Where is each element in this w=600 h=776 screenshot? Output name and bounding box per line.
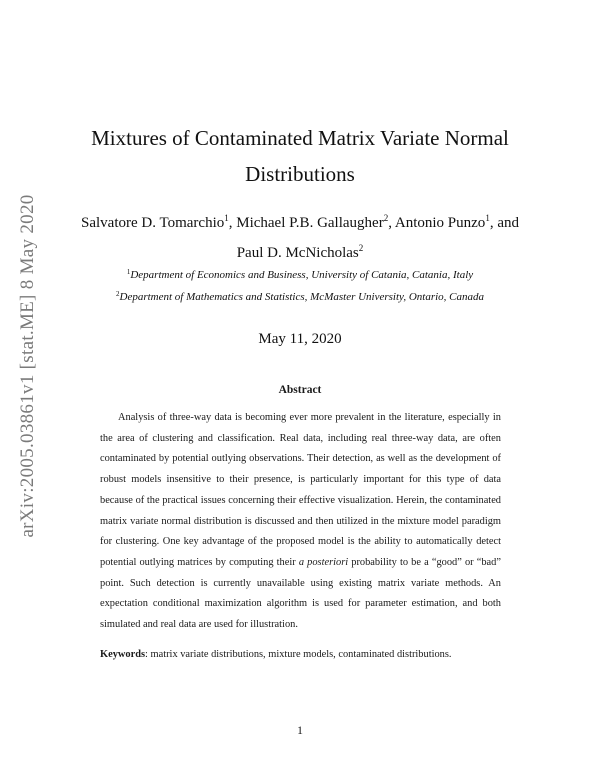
affiliation-1 bbox=[60, 268, 540, 281]
keywords-line bbox=[100, 649, 510, 660]
author-line-1: Salvatore D. Tomarchio$^1$, Michael P.B. Gallaugher$^2$, Antonio Punzo$^1$, and bbox=[81, 213, 519, 231]
affiliation-2 bbox=[60, 290, 540, 303]
author-affiliation-mark: 2 bbox=[358, 243, 364, 253]
author-line-2 bbox=[60, 236, 540, 266]
author-affiliation-mark: 1 bbox=[485, 213, 490, 223]
affiliation-text: Department of Economics and Business, University of Catania, Catania, Italy bbox=[130, 269, 474, 281]
affiliation-text: Department of Mathematics and Statistics, McMaster University, Ontario, Canada bbox=[119, 291, 484, 303]
author-name: Michael P.B. Gallaugher bbox=[236, 215, 384, 231]
abstract-heading: Abstract bbox=[278, 384, 322, 396]
author-affiliation-mark: 2 bbox=[383, 213, 389, 223]
arxiv-identifier-stamp: arXiv:2005.03861v1 [stat.ME] 8 May 2020 bbox=[17, 194, 38, 538]
author-name: Antonio Punzo bbox=[394, 215, 486, 231]
author-name: Paul D. McNicholas bbox=[236, 245, 359, 261]
title-line-2: Distributions bbox=[245, 162, 355, 186]
affiliation-mark: 2 bbox=[116, 290, 120, 298]
abstract-text: Analysis of three-way data is becoming ever more prevalent in the literature, especially in the area of clustering and classification. Real data, including real three-way data, are often contaminated by potential outlying observations. Their detection, as well as the development of robust models insensitive to their presence, is particularly important for this type of data because of the practical issues concerning their effective visualization. Herein, the contaminated matrix variate normal distribution is discussed and then utilized in the mixture model paradigm for clustering. One key advantage of the proposed model is the ability to automatically detect potential outlying matrices by computing their a posteriori probability to be a “good” or “bad” point. Such detection is currently unavailable using existing matrix variate methods. An expectation conditional maximization algorithm is used for parameter estimation, and both simulated and real data are used for illustration. bbox=[100, 412, 501, 631]
keywords-text: : matrix variate distributions, mixture models, contaminated distributions. bbox=[145, 649, 452, 660]
publication-date: May 11, 2020 bbox=[258, 331, 342, 347]
author-affiliation-mark: 1 bbox=[224, 213, 229, 223]
paper-title bbox=[60, 120, 540, 192]
author-list bbox=[60, 206, 540, 266]
author-name: Salvatore D. Tomarchio bbox=[81, 215, 225, 231]
page-number: 1 bbox=[297, 723, 303, 737]
keywords-label: Keywords bbox=[100, 649, 146, 660]
abstract-italic-term: a posteriori bbox=[298, 556, 349, 568]
title-line-1: Mixtures of Contaminated Matrix Variate Normal bbox=[91, 126, 509, 150]
affiliation-mark: 1 bbox=[126, 268, 131, 276]
